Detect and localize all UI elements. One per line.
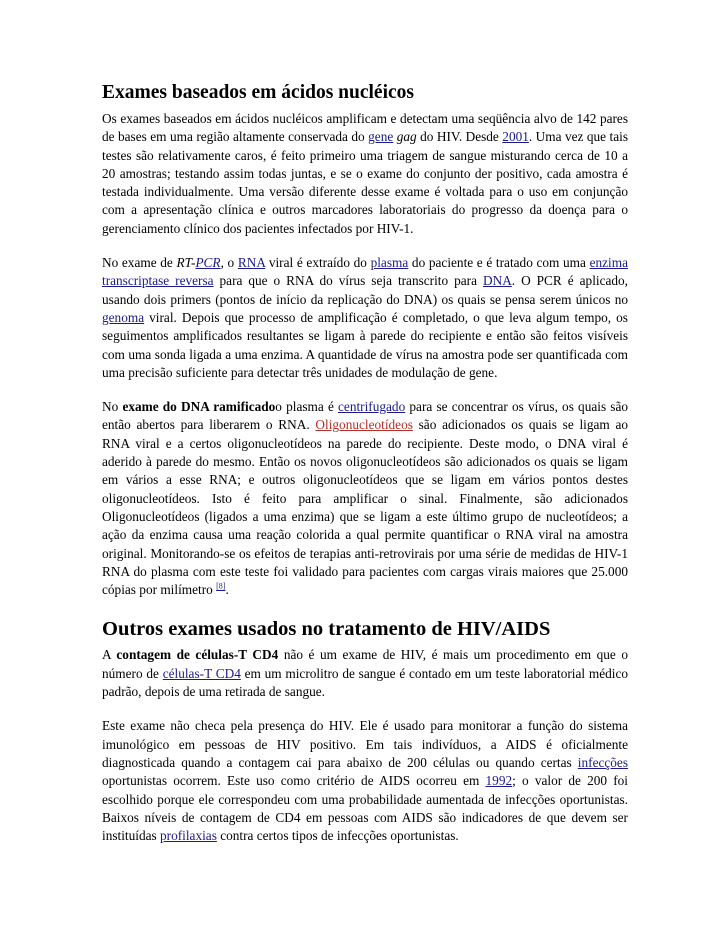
text: são adicionados os quais se ligam ao RNA viral e a certos oligonucleotídeos na parede do recipiente. Deste modo, o DNA viral é aderido à parede do mesmo. Então os novos oligonucleotídeos são adicionados os quais se ligam em vários a esse RNA; e outros oligonucleotídeos que se ligam em vários pontos destes oligonucleotídeos. Isto é feito para amplificar o sinal. Finalmente, são adicionados Oligonucleotídeos (ligados a uma enzima) que se ligam a este último grupo de nucleotídeos; a ação da enzima causa uma reação colorida a qual permite quantificar o RNA viral na amostra original. Monitorando-se os efeitos de terapias anti-retrovirais por uma série de medidas de HIV-1 RNA do plasma com este teste foi validado para pacientes com cargas virais maiores que 25.000 cópias por milímetro [102, 417, 628, 598]
reference-8-link[interactable]: [8] [216, 581, 226, 591]
text: para que o RNA do vírus seja transcrito para [213, 273, 483, 289]
paragraph-nucleic-intro [102, 110, 628, 238]
paragraph-branched-dna [102, 398, 628, 599]
bold-cd4-count: contagem de células-T CD4 [116, 647, 279, 663]
text: . Uma vez que tais testes são relativamente caros, é feito primeiro uma triagem de sangue misturando cerca de 10 a 20 amostras; testando assim todas juntas, e se o exame do conjunto der positivo, cada amostra é testada individualmente. Uma versão diferente desse exame é voltada para o uso em conjunção com a apresentação clínica e outros marcadores laboratoriais do progresso da doença para o gerenciamento clínico dos pacientes infectados por HIV-1. [102, 129, 629, 236]
link-transcriptase-reversa[interactable]: transcriptase reversa [102, 273, 214, 289]
paragraph-rt-pcr [102, 254, 628, 382]
link-oligonucleotideos[interactable]: Oligonucleotídeos [315, 417, 413, 433]
text: Os exames baseados em ácidos nucléicos amplificam e detectam uma seqüência alvo de 142 pares de bases em uma região altamente conservada do [102, 111, 628, 145]
text: o plasma é [275, 399, 339, 415]
text: , o [220, 255, 238, 271]
text: Este exame não checa pela presença do HIV. Ele é usado para monitorar a função do sistema imunológico em pessoas de HIV positivo. Em tais indivíduos, a AIDS é oficialmente diagnosticada quando a contagem cai para abaixo de 200 células ou quando certas [102, 718, 628, 770]
text: . O PCR é aplicado, usando dois primers (pontos de início da replicação do DNA) os quais se pensa serem únicos no [102, 273, 629, 307]
text: em um microlitro de sangue é contado em um teste laboratorial médico padrão, depois de uma retirada de sangue. [102, 665, 628, 700]
link-gene[interactable]: gene [368, 129, 394, 145]
text: do paciente e é tratado com uma [408, 255, 590, 271]
link-centrifugado[interactable]: centrifugado [338, 399, 406, 415]
text: viral. Depois que processo de amplificação é completado, o que leva algum tempo, os seguimentos amplificados resultantes se ligam à parede do recipiente e então são feitos visíveis com uma sonda ligada a uma enzima. A quantidade de vírus na amostra pode ser quantificada com uma precisão suficiente para detectar três unidades de modulação de gene. [102, 309, 628, 380]
gag-italic: gag [396, 129, 417, 145]
rt-italic [176, 255, 220, 270]
link-genoma[interactable]: genoma [102, 309, 145, 325]
link-dna[interactable]: DNA [482, 273, 512, 289]
document-page [102, 80, 628, 861]
section-heading-other-exams: Outros exames usados no tratamento de HIV/AIDS [102, 618, 551, 641]
paragraph-cd4-count [102, 646, 628, 701]
link-1992[interactable]: 1992 [485, 773, 513, 789]
text: No exame de [102, 255, 177, 271]
link-profilaxias[interactable]: profilaxias [160, 828, 217, 844]
link-rna[interactable]: RNA [237, 255, 266, 271]
link-celulas-t-cd4[interactable]: células-T CD4 [162, 665, 241, 681]
text: . [225, 582, 229, 598]
link-2001[interactable]: 2001 [502, 129, 529, 145]
link-pcr[interactable]: PCR [195, 255, 221, 271]
paragraph-immune-monitoring [102, 717, 628, 845]
text: do HIV. Desde [416, 129, 503, 145]
text: ; o valor de 200 foi escolhido porque ele correspondeu com uma probabilidade aumentada de infecções oportunistas. Baixos níveis de contagem de CD4 em pessoas com AIDS são indicadores de que devem ser instituídas [102, 773, 628, 844]
text: para se concentrar os vírus, os quais são então abertos para liberarem o RNA. [102, 399, 629, 433]
link-enzima[interactable]: enzima [589, 255, 628, 271]
section-heading-nucleic-acid: Exames baseados em ácidos nucléicos [102, 82, 414, 103]
link-infeccoes[interactable]: infecções [577, 754, 628, 770]
text: não é um exame de HIV, é mais um procedimento em que o número de [102, 647, 628, 681]
text: A [102, 647, 117, 663]
text: oportunistas ocorrem. Este uso como critério de AIDS ocorreu em [102, 773, 486, 789]
text: contra certos tipos de infecções oportunistas. [216, 828, 459, 844]
bold-branched-dna: exame do DNA ramificado [122, 399, 276, 415]
link-plasma[interactable]: plasma [370, 255, 409, 271]
text: viral é extraído do [265, 255, 371, 271]
text: No [102, 399, 123, 415]
text: RT- [176, 255, 196, 271]
